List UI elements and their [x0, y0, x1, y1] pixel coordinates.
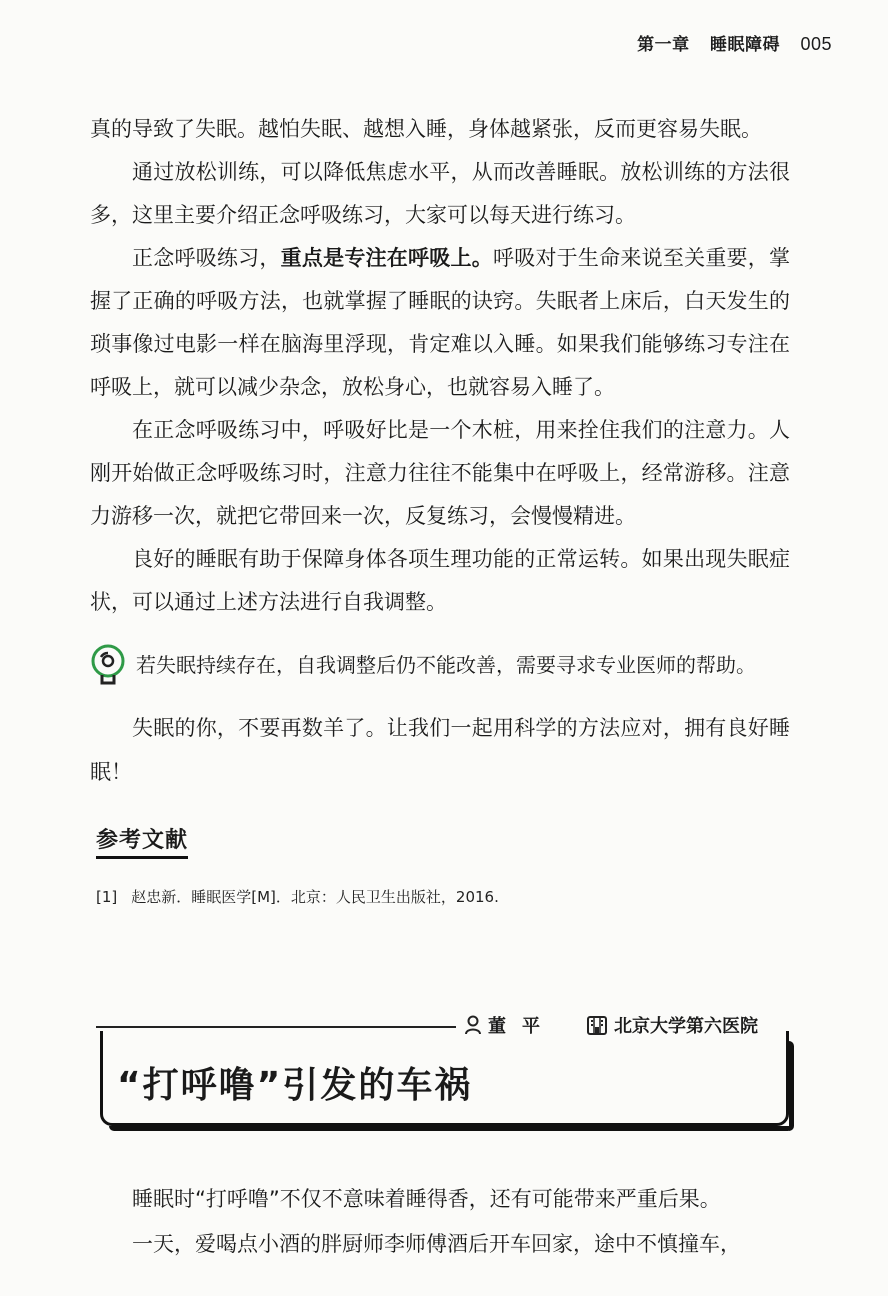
reference-number: [1] [96, 888, 118, 906]
page-number: 005 [800, 34, 832, 54]
running-header [623, 30, 832, 55]
paragraph-rest: 呼吸对于生命来说至关重要，掌握了正确的呼吸方法，也就掌握了睡眠的诀窍。失眠者上床后，白天发生的琐事像过电影一样在脑海里浮现，肯定难以入睡。如果我们能够练习专注在呼吸上，就可以减少杂念，放松身心，也就容易入睡了。 [90, 246, 791, 399]
paragraph: 失眠的你，不要再数羊了。让我们一起用科学的方法应对，拥有良好睡眠！ [90, 716, 790, 784]
chapter-title: 睡眠障碍 [710, 35, 781, 55]
author-name: 董平 [488, 1016, 556, 1037]
closing-text [90, 706, 790, 794]
main-text [90, 108, 790, 624]
tip-text: 若失眠持续存在，自我调整后仍不能改善，需要寻求专业医师的帮助。 [136, 653, 756, 677]
references-heading: 参考文献 [96, 823, 188, 859]
paragraph: 一天，爱喝点小酒的胖厨师李师傅酒后开车回家，途中不慎撞车， [132, 1232, 741, 1256]
title-box-shadow [109, 1126, 793, 1131]
paragraph: 良好的睡眠有助于保障身体各项生理功能的正常运转。如果出现失眠症状，可以通过上述方法进行自我调整。 [90, 547, 790, 614]
lightbulb-icon [90, 643, 130, 689]
paragraph: 通过放松训练，可以降低焦虑水平，从而改善睡眠。放松训练的方法很多，这里主要介绍正念呼吸练习，大家可以每天进行练习。 [90, 160, 790, 227]
byline-rule [96, 1026, 456, 1028]
chapter-label: 第一章 [637, 35, 690, 55]
article-body [90, 1177, 790, 1267]
paragraph [90, 237, 790, 409]
paragraph: 睡眠时“打呼噜”不仅不意味着睡得香，还有可能带来严重后果。 [132, 1187, 721, 1211]
paragraph: 真的导致了失眠。越怕失眠、越想入睡，身体越紧张，反而更容易失眠。 [90, 117, 762, 141]
article-title: “打呼噜”引发的车祸 [117, 1065, 473, 1106]
reference-text: 赵忠新．睡眠医学[M]．北京：人民卫生出版社，2016. [131, 888, 499, 906]
paragraph-emphasis: 重点是专注在呼吸上。 [280, 246, 493, 270]
article-title-box [100, 1031, 789, 1126]
reference-item [96, 886, 499, 907]
title-box-shadow-right [789, 1041, 794, 1131]
paragraph: 在正念呼吸练习中，呼吸好比是一个木桩，用来拴住我们的注意力。人刚开始做正念呼吸练习时，注意力往往不能集中在呼吸上，经常游移。注意力游移一次，就把它带回来一次，反复练习，会慢慢精进。 [90, 418, 790, 528]
paragraph-lead: 正念呼吸练习， [132, 246, 281, 270]
institution-name: 北京大学第六医院 [614, 1016, 758, 1037]
tip-box [90, 643, 790, 689]
